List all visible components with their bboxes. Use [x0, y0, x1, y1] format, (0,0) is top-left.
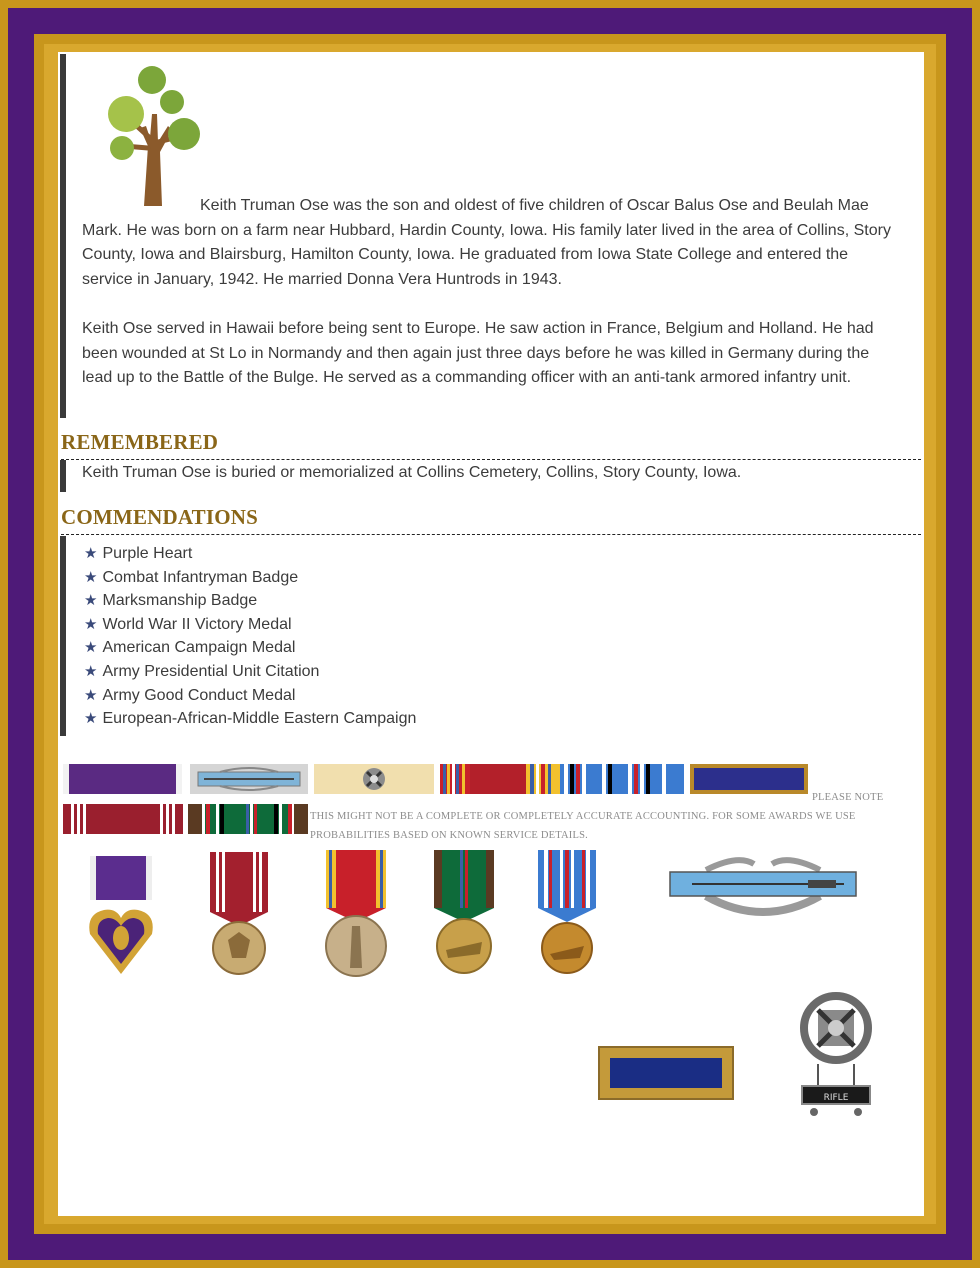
star-icon: ★ [84, 615, 98, 633]
rifle-label: RIFLE [823, 1093, 849, 1103]
star-icon: ★ [84, 686, 98, 704]
marksmanship-badge [796, 992, 876, 1122]
american-campaign-medal [536, 850, 598, 978]
commendations-section [60, 536, 906, 736]
list-item [84, 589, 416, 613]
remembered-section [60, 460, 906, 492]
victory-campaign-ribbons [440, 764, 684, 794]
commendation-label: European-African-Middle Eastern Campaign [102, 710, 417, 728]
star-icon: ★ [84, 710, 98, 728]
burial-text: Keith Truman Ose is buried or memorialized at Collins Cemetery, Collins, Story County, Iowa. [82, 464, 742, 481]
biography-paragraph-1: Keith Truman Ose was the son and oldest of five children of Oscar Balus Ose and Beulah Mae Mark. He was born on a farm near Hubbard, Hardin County, Iowa. His family later lived in the area of Collins, Story County, Iowa and Blairsburg, Hamilton County, Iowa. He graduated from Iowa State College and entered the service in January, 1942. He married Donna Vera Huntrods in 1943. [82, 197, 891, 288]
memorial-page [58, 52, 924, 1216]
combat-infantryman-ribbon [190, 764, 308, 794]
star-icon: ★ [84, 568, 98, 586]
commendations-heading: COMMENDATIONS [61, 505, 259, 529]
presidential-unit-citation-ribbon [690, 764, 808, 794]
remembered-heading: REMEMBERED [61, 430, 219, 454]
list-item [84, 613, 416, 637]
list-item [84, 542, 416, 566]
note-title: PLEASE NOTE [812, 792, 884, 803]
star-icon: ★ [84, 639, 98, 657]
commendation-label: World War II Victory Medal [102, 615, 292, 633]
list-item [84, 636, 416, 660]
commendation-label: Combat Infantryman Badge [102, 568, 299, 586]
tree-icon [100, 66, 200, 206]
presidential-unit-citation-emblem [598, 1046, 734, 1100]
star-icon: ★ [84, 592, 98, 610]
eame-campaign-ribbon [188, 804, 308, 834]
commendations-divider [61, 534, 921, 535]
biography-text [82, 194, 902, 415]
commendation-label: American Campaign Medal [102, 639, 296, 657]
note-line-1: THIS MIGHT NOT BE A COMPLETE OR COMPLETELY ACCURATE ACCOUNTING. FOR SOME AWARDS WE USE [310, 811, 856, 822]
purple-heart-medal [86, 856, 156, 978]
purple-heart-ribbon [63, 764, 182, 794]
commendation-label: Purple Heart [102, 545, 193, 562]
good-conduct-ribbon [63, 804, 183, 834]
list-item [84, 684, 416, 708]
list-item [84, 660, 416, 684]
commendations-list [84, 542, 416, 731]
victory-medal [324, 850, 388, 978]
commendation-label: Marksmanship Badge [102, 592, 258, 610]
list-item [84, 566, 416, 590]
biography-paragraph-2: Keith Ose served in Hawaii before being sent to Europe. He saw action in France, Belgium and Holland. He had been wounded at St Lo in Normandy and then again just three days before he was killed in Germany during the lead up to the Battle of the Bulge. He served as a commanding officer with an anti-tank armored infantry unit. [82, 319, 874, 387]
list-item [84, 707, 416, 731]
commendation-label: Army Presidential Unit Citation [102, 662, 320, 680]
note-line-2: PROBABILITIES BASED ON KNOWN SERVICE DETAILS. [310, 830, 588, 841]
combat-infantryman-badge [668, 854, 858, 924]
commendation-label: Army Good Conduct Medal [102, 686, 296, 704]
biography-section [60, 54, 906, 418]
good-conduct-medal [208, 852, 270, 978]
star-icon: ★ [84, 662, 98, 680]
star-icon: ★ [84, 545, 98, 562]
eame-campaign-medal [432, 850, 496, 978]
marksmanship-badge-ribbon [314, 764, 434, 794]
